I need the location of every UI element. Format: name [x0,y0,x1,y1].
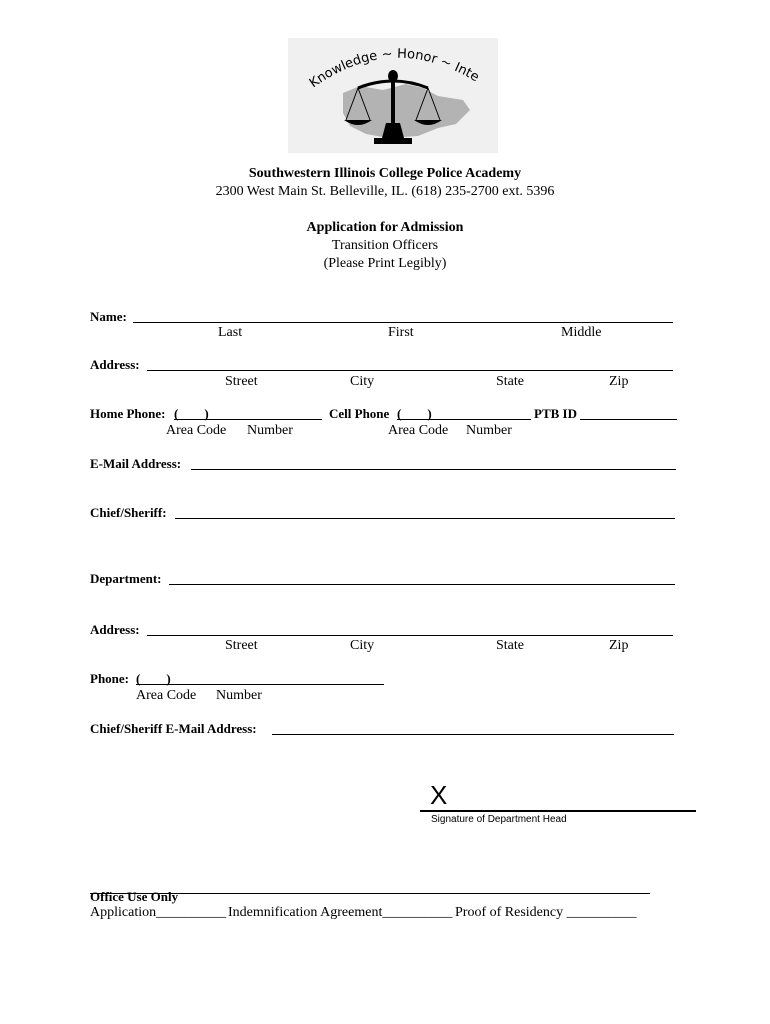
office-use-heading: Office Use Only [90,889,179,904]
office-item-application: Application__________ [90,905,227,920]
scales-of-justice-icon [288,38,498,153]
academy-logo [288,38,498,153]
dept-phone-sub-number: Number [216,688,262,703]
home-phone-label: Home Phone: [90,406,166,421]
dept-address-sub-zip: Zip [609,638,629,653]
chief-sheriff-label: Chief/Sheriff: [90,505,167,520]
signature-x-mark: X [430,780,448,810]
address-sub-zip: Zip [609,374,629,389]
signature-caption: Signature of Department Head [431,814,567,825]
institution-address: 2300 West Main St. Belleville, IL. (618) 235-2700 ext. 5396 [215,184,555,199]
dept-address-label: Address: [90,622,140,637]
cell-phone-input[interactable] [397,404,531,420]
email-input[interactable] [191,454,676,470]
email-label: E-Mail Address: [90,456,182,471]
cell-phone-sub-number: Number [466,423,512,438]
office-item-residency: Proof of Residency __________ [455,905,637,920]
form-subtitle: Transition Officers [331,238,439,253]
dept-phone-sub-area: Area Code [136,688,197,703]
dept-address-input[interactable] [147,620,673,636]
cell-phone-label: Cell Phone [329,406,390,421]
home-phone-sub-area: Area Code [166,423,227,438]
ptb-id-label: PTB ID [534,406,577,421]
cell-phone-sub-area: Area Code [388,423,449,438]
department-label: Department: [90,571,162,586]
home-phone-area-paren: (____) [174,406,209,421]
svg-text:Knowledge ~ Honor ~ Integrity: Knowledge ~ Honor ~ Inte [306,46,482,92]
department-input[interactable] [169,569,675,585]
dept-phone-input[interactable] [136,669,384,685]
form-title: Application for Admission [306,220,464,235]
ptb-id-input[interactable] [580,404,677,420]
print-instruction: (Please Print Legibly) [323,256,447,271]
address-sub-street: Street [225,374,258,389]
chief-email-label: Chief/Sheriff E-Mail Address: [90,721,257,736]
chief-sheriff-input[interactable] [175,503,675,519]
signature-line[interactable] [420,810,696,812]
home-phone-sub-number: Number [247,423,293,438]
name-input[interactable] [133,307,673,323]
institution-name: Southwestern Illinois College Police Academy [248,166,522,181]
office-item-indemnification-label: Indemnification Agreement [228,905,383,920]
name-sub-first: First [388,325,414,340]
dept-phone-label: Phone: [90,671,129,686]
dept-address-sub-state: State [496,638,524,653]
home-phone-input[interactable] [174,404,322,420]
office-item-application-label: Application [90,905,157,920]
cell-phone-area-paren: (____) [397,406,432,421]
address-sub-state: State [496,374,524,389]
address-input[interactable] [147,355,673,371]
dept-address-sub-city: City [350,638,375,653]
office-item-residency-label: Proof of Residency [455,905,564,920]
chief-email-input[interactable] [272,719,674,735]
dept-address-sub-street: Street [225,638,258,653]
name-sub-middle: Middle [561,325,602,340]
address-label: Address: [90,357,140,372]
name-sub-last: Last [218,325,243,340]
address-sub-city: City [350,374,375,389]
office-item-indemnification: Indemnification Agreement__________ [228,905,453,920]
name-label: Name: [90,309,127,324]
dept-phone-area-paren: (____) [136,671,171,686]
